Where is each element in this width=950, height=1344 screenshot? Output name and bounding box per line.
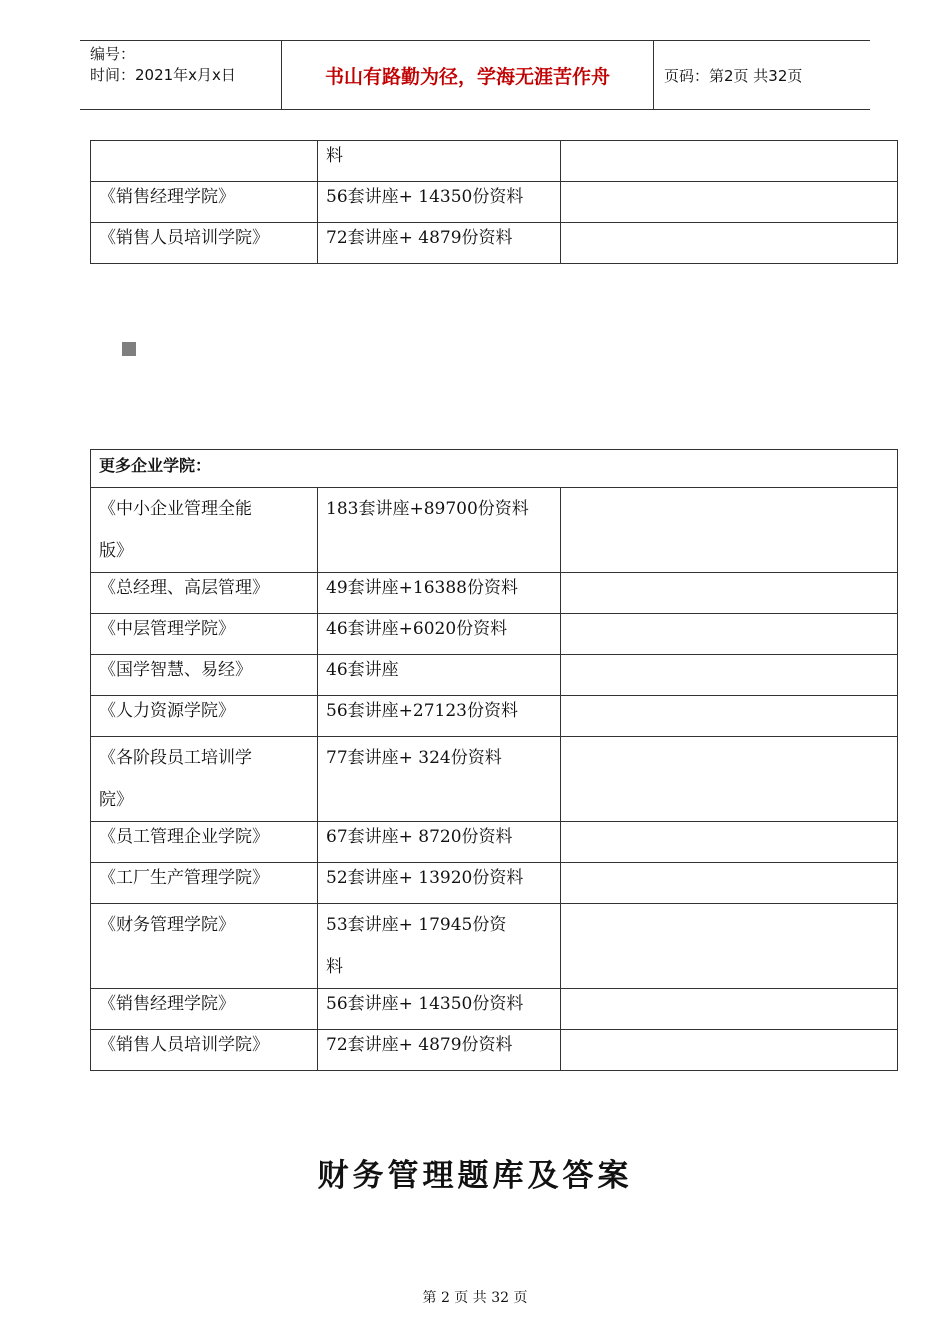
table-row (91, 614, 898, 655)
blank-cell (561, 863, 898, 904)
course-table-continued (90, 140, 898, 264)
course-count-cell: 183套讲座+89700份资料 (318, 488, 561, 573)
table-row (91, 696, 898, 737)
academy-name-cell: 《财务管理学院》 (91, 904, 318, 989)
table-row (91, 904, 898, 989)
header-motto: 书山有路勤为径，学海无涯苦作舟 (282, 41, 654, 109)
blank-cell (561, 1030, 898, 1071)
number-label: 编号： (90, 45, 136, 63)
academy-name-cell: 《员工管理企业学院》 (91, 822, 318, 863)
blank-cell (561, 822, 898, 863)
academy-name-cell: 《销售人员培训学院》 (91, 1030, 318, 1071)
course-count-cell: 49套讲座+16388份资料 (318, 573, 561, 614)
table-row (91, 223, 898, 264)
table-row (91, 141, 898, 182)
course-count-cell: 72套讲座+ 4879份资料 (318, 1030, 561, 1071)
academy-name-cell: 《中层管理学院》 (91, 614, 318, 655)
blank-cell (561, 573, 898, 614)
page-header (80, 40, 870, 110)
more-academies-table (90, 449, 898, 1071)
table-row (91, 488, 898, 573)
academy-name-cell (91, 141, 318, 182)
course-count-cell: 46套讲座 (318, 655, 561, 696)
academy-name-cell: 《国学智慧、易经》 (91, 655, 318, 696)
square-bullet-icon (122, 342, 136, 356)
document-title: 财务管理题库及答案 (317, 1158, 633, 1194)
date-label: 时间：2021年x月x日 (90, 66, 236, 84)
academy-name-cell: 《销售人员培训学院》 (91, 223, 318, 264)
page-footer: 第 2 页 共 32 页 (422, 1290, 528, 1306)
header-page-info: 页码：第2页 共32页 (664, 66, 803, 85)
blank-cell (561, 696, 898, 737)
course-count-cell: 56套讲座+27123份资料 (318, 696, 561, 737)
blank-cell (561, 223, 898, 264)
table-row (91, 573, 898, 614)
blank-cell (561, 655, 898, 696)
blank-cell (561, 614, 898, 655)
table-row (91, 989, 898, 1030)
course-count-cell: 料 (318, 141, 561, 182)
course-count-cell: 46套讲座+6020份资料 (318, 614, 561, 655)
course-count-cell: 56套讲座+ 14350份资料 (318, 182, 561, 223)
table-row (91, 863, 898, 904)
course-count-cell: 77套讲座+ 324份资料 (318, 737, 561, 822)
course-count-cell: 53套讲座+ 17945份资 料 (318, 904, 561, 989)
blank-cell (561, 141, 898, 182)
blank-cell (561, 737, 898, 822)
academy-name-cell: 《各阶段员工培训学 院》 (91, 737, 318, 822)
table-row (91, 655, 898, 696)
academy-name-cell: 《中小企业管理全能 版》 (91, 488, 318, 573)
table-heading-row (91, 450, 898, 488)
table-row (91, 182, 898, 223)
course-count-cell: 72套讲座+ 4879份资料 (318, 223, 561, 264)
course-count-cell: 56套讲座+ 14350份资料 (318, 989, 561, 1030)
header-meta (80, 41, 282, 109)
table-row (91, 822, 898, 863)
table-row (91, 737, 898, 822)
blank-cell (561, 904, 898, 989)
blank-cell (561, 488, 898, 573)
academy-name-cell: 《销售经理学院》 (91, 182, 318, 223)
academy-name-cell: 《人力资源学院》 (91, 696, 318, 737)
table-heading: 更多企业学院： (91, 450, 898, 488)
course-count-cell: 67套讲座+ 8720份资料 (318, 822, 561, 863)
academy-name-cell: 《总经理、高层管理》 (91, 573, 318, 614)
table-row (91, 1030, 898, 1071)
academy-name-cell: 《工厂生产管理学院》 (91, 863, 318, 904)
blank-cell (561, 989, 898, 1030)
course-count-cell: 52套讲座+ 13920份资料 (318, 863, 561, 904)
academy-name-cell: 《销售经理学院》 (91, 989, 318, 1030)
blank-cell (561, 182, 898, 223)
